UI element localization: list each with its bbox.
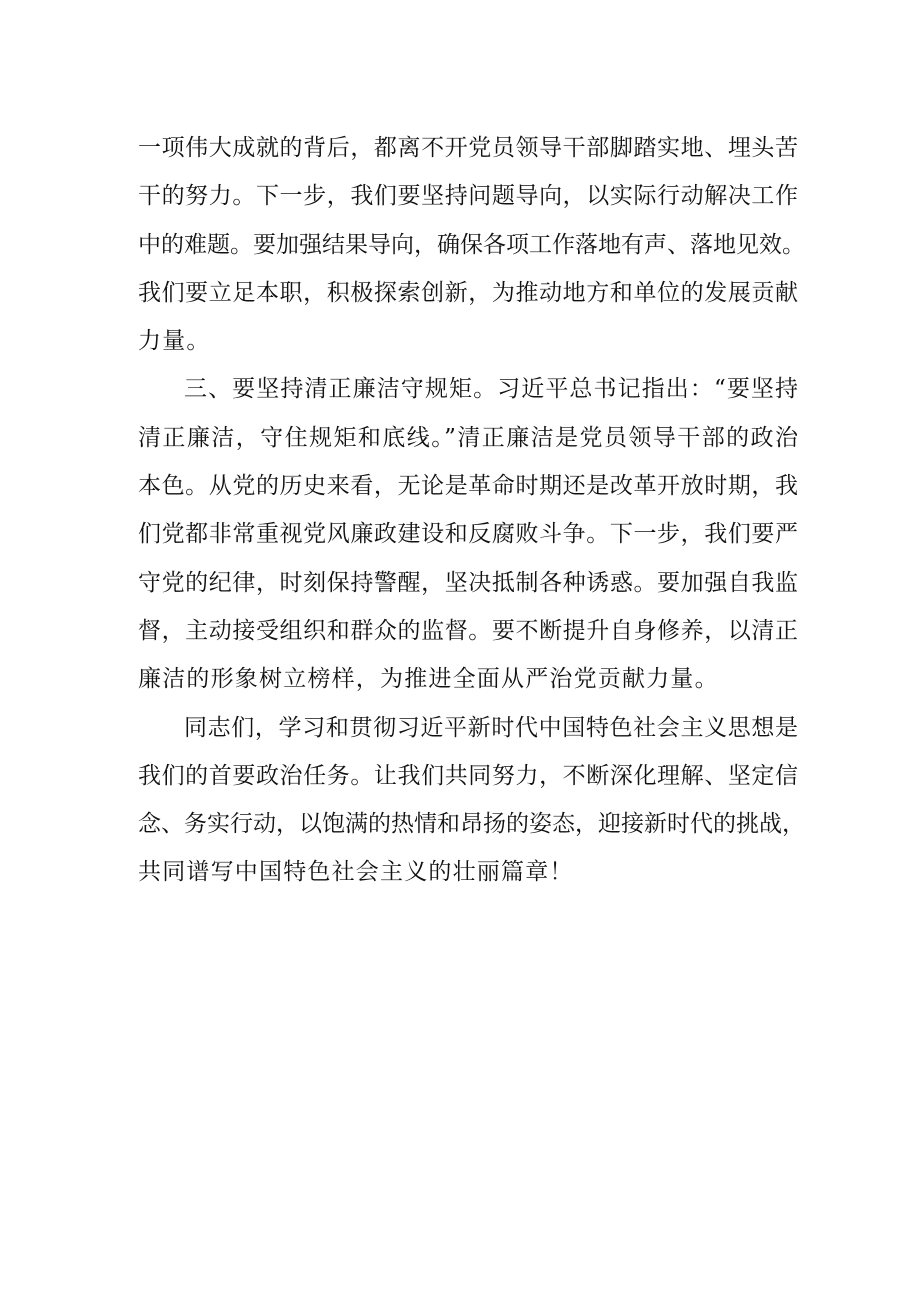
text-line: 廉洁的形象树立榜样，为推进全面从严治党贡献力量。: [138, 666, 719, 693]
text-line: 念、务实行动，以饱满的热情和昂扬的姿态，迎接新时代的挑战，: [138, 811, 805, 838]
text-line: 同志们，学习和贯彻习近平新时代中国特色社会主义思想是: [184, 714, 798, 741]
document-body: [138, 124, 805, 897]
paragraph-closing: [138, 704, 805, 897]
text-line: 我们的首要政治任务。让我们共同努力，不断深化理解、坚定信: [138, 762, 798, 789]
text-line: 我们要立足本职，积极探索创新，为推动地方和单位的发展贡献: [138, 279, 798, 306]
text-line: 中的难题。要加强结果导向，确保各项工作落地有声、落地见效。: [138, 231, 805, 258]
text-line: 们党都非常重视党风廉政建设和反腐败斗争。下一步，我们要严: [138, 521, 798, 548]
paragraph-achievement: [138, 124, 805, 365]
text-line: 共同谱写中国特色社会主义的壮丽篇章！: [138, 859, 574, 886]
text-line: 本色。从党的历史来看，无论是革命时期还是改革开放时期，我: [138, 473, 798, 500]
text-line: 守党的纪律，时刻保持警醒，坚决抵制各种诱惑。要加强自我监: [138, 569, 798, 596]
text-line: 清正廉洁，守住规矩和底线。”清正廉洁是党员领导干部的政治: [138, 424, 798, 451]
paragraph-integrity: [138, 365, 798, 703]
text-line: 督，主动接受组织和群众的监督。要不断提升自身修养，以清正: [138, 617, 798, 644]
text-line: 力量。: [138, 328, 211, 355]
text-line: 干的努力。下一步，我们要坚持问题导向，以实际行动解决工作: [138, 183, 798, 210]
text-line: 一项伟大成就的背后，都离不开党员领导干部脚踏实地、埋头苦: [138, 135, 798, 161]
text-line: 三、要坚持清正廉洁守规矩。习近平总书记指出：“要坚持: [184, 376, 798, 403]
